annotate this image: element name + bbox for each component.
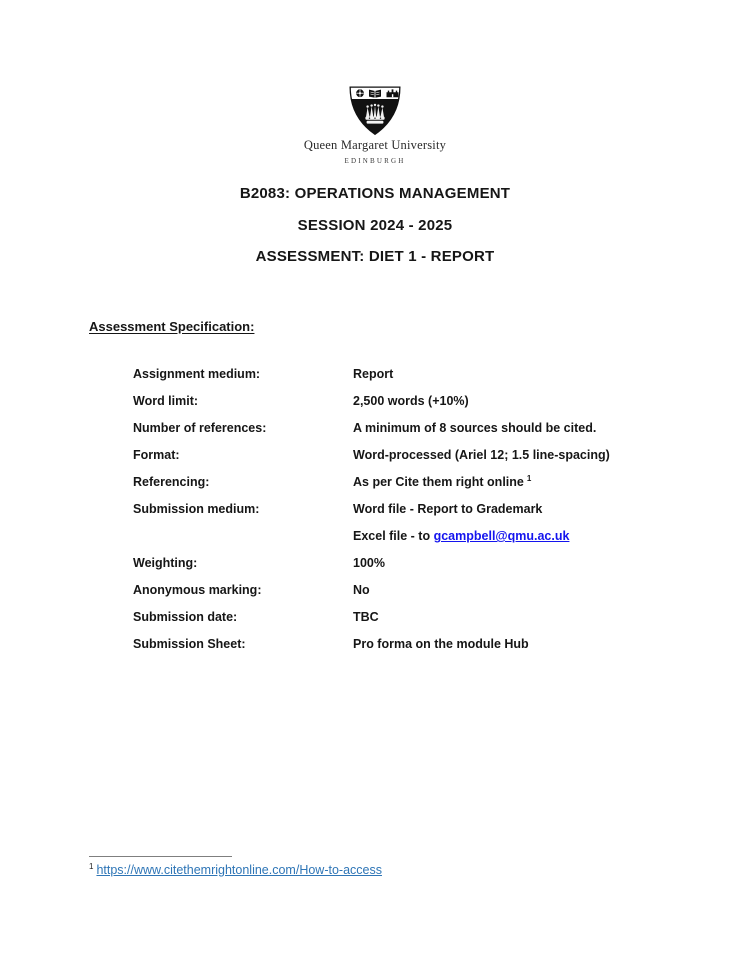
spec-row-format: [133, 442, 710, 469]
footnote-text: [89, 863, 710, 877]
spec-value-text: Excel file - to: [353, 529, 434, 543]
spec-label: Assignment medium:: [133, 367, 261, 381]
spec-row-assignment-medium: [133, 361, 710, 388]
spec-row-submission-sheet: [133, 631, 710, 658]
spec-label: Anonymous marking:: [133, 583, 262, 597]
doc-title-assessment: ASSESSMENT: DIET 1 - REPORT: [255, 248, 495, 265]
spec-row-weighting: [133, 550, 710, 577]
spec-value: Pro forma on the module Hub: [353, 637, 529, 651]
spec-value: 2,500 words (+10%): [353, 394, 469, 408]
email-link[interactable]: gcampbell@qmu.ac.uk: [433, 529, 570, 543]
spec-label: Referencing:: [133, 475, 210, 489]
footnote-separator: [89, 856, 232, 857]
spec-value: Report: [353, 367, 394, 381]
university-name: Queen Margaret University: [303, 138, 447, 152]
flower-emblem-icon: [356, 89, 364, 97]
spec-row-references: [133, 415, 710, 442]
spec-row-submission-date: [133, 604, 710, 631]
spec-row-word-limit: [133, 388, 710, 415]
university-city: EDINBURGH: [344, 157, 406, 165]
footnote: [89, 856, 710, 877]
spec-label: Submission medium:: [133, 502, 260, 516]
spec-label: Submission date:: [133, 610, 238, 624]
spec-value-text: As per Cite them right online: [353, 475, 524, 489]
doc-title-module: B2083: OPERATIONS MANAGEMENT: [239, 185, 511, 202]
spec-row-submission-medium-excel: [133, 523, 710, 550]
spec-value: Word-processed (Ariel 12; 1.5 line-spacing): [353, 448, 610, 462]
spec-label: Weighting:: [133, 556, 198, 570]
spec-value: TBC: [353, 610, 379, 624]
spec-value: A minimum of 8 sources should be cited.: [353, 421, 597, 435]
footnote-reference: 1: [526, 473, 532, 483]
spec-value: Word file - Report to Grademark: [353, 502, 543, 516]
footnote-link[interactable]: https://www.citethemrightonline.com/How-to-access: [96, 863, 382, 877]
spec-row-anonymous-marking: [133, 577, 710, 604]
spec-value: No: [353, 583, 370, 597]
footnote-marker: 1: [89, 861, 94, 871]
spec-label: Format:: [133, 448, 180, 462]
spec-label: Submission Sheet:: [133, 637, 246, 651]
university-logo: [0, 86, 750, 165]
spec-label: Number of references:: [133, 421, 267, 435]
spec-row-referencing: [133, 469, 710, 496]
spec-row-submission-medium: [133, 496, 710, 523]
doc-title-session: SESSION 2024 - 2025: [297, 217, 453, 234]
spec-label: Word limit:: [133, 394, 199, 408]
section-title: Assessment Specification:: [89, 319, 255, 334]
spec-value: [353, 523, 710, 550]
spec-label: [133, 523, 353, 550]
spec-value: 100%: [353, 556, 385, 570]
assessment-spec-list: [133, 361, 710, 658]
qmu-crest-icon: [347, 86, 403, 136]
spec-value: [353, 469, 710, 496]
